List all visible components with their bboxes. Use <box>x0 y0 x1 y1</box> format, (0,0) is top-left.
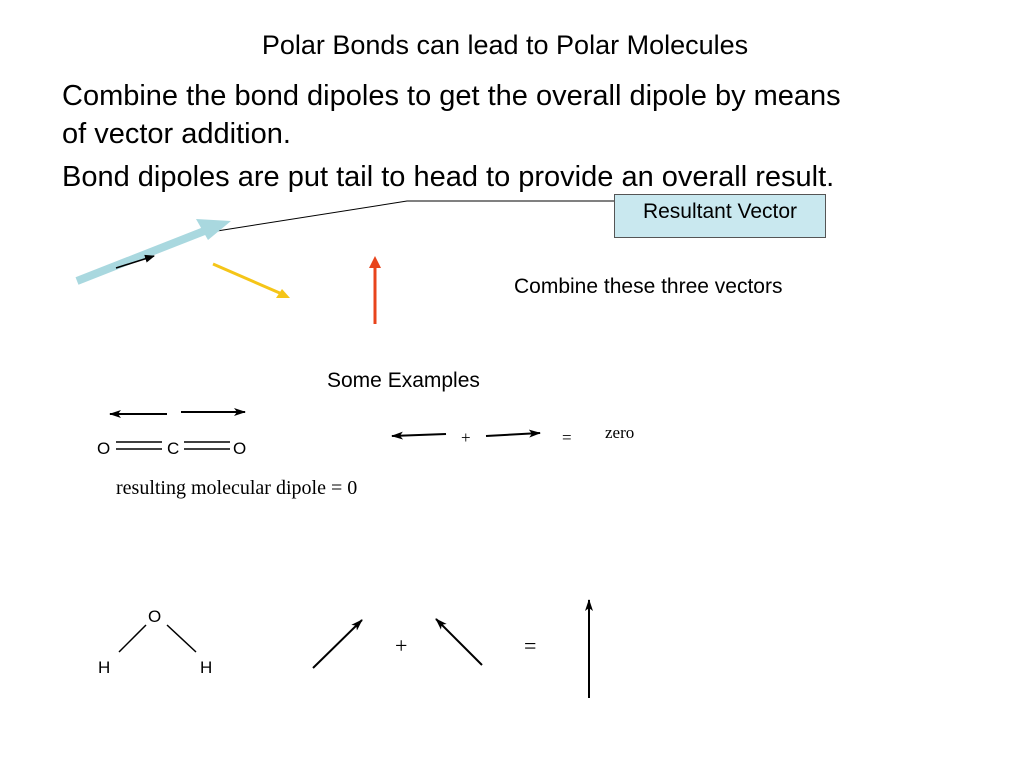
co2-equation-arrow-right <box>486 433 540 436</box>
co2-molecule <box>97 439 246 458</box>
co2-caption: resulting molecular dipole = 0 <box>116 477 358 499</box>
co2-atom-c: C <box>167 439 180 458</box>
examples-heading: Some Examples <box>327 369 480 392</box>
co2-equation-result: zero <box>605 423 635 442</box>
resultant-vector-callout: Resultant Vector <box>614 194 826 238</box>
resultant-vector-arrow <box>77 219 231 281</box>
water-atom-h-left: H <box>98 658 111 677</box>
water-molecule <box>98 607 212 677</box>
callout-leader-line <box>198 201 614 234</box>
co2-atom-o-right: O <box>233 439 247 458</box>
water-equation-arrow-right <box>436 619 482 665</box>
water-equation-equals: = <box>524 633 537 658</box>
paragraph-line-2: of vector addition. <box>62 118 291 150</box>
co2-equation-equals: = <box>562 428 572 447</box>
slide-title: Polar Bonds can lead to Polar Molecules <box>261 30 749 60</box>
co2-atom-o-left: O <box>97 439 111 458</box>
combine-vectors-note: Combine these three vectors <box>514 275 783 298</box>
water-equation-arrow-left <box>313 620 362 668</box>
paragraph-line-3: Bond dipoles are put tail to head to provide an overall result. <box>62 161 835 193</box>
component-vector-yellow <box>213 264 290 298</box>
co2-equation-plus: + <box>461 428 471 447</box>
water-atom-h-right: H <box>200 658 213 677</box>
water-equation-plus: + <box>395 633 408 658</box>
water-atom-o: O <box>148 607 162 626</box>
co2-equation-arrow-left <box>392 434 446 436</box>
component-vector-red <box>369 256 381 324</box>
paragraph-line-1: Combine the bond dipoles to get the overall dipole by means <box>62 80 841 112</box>
